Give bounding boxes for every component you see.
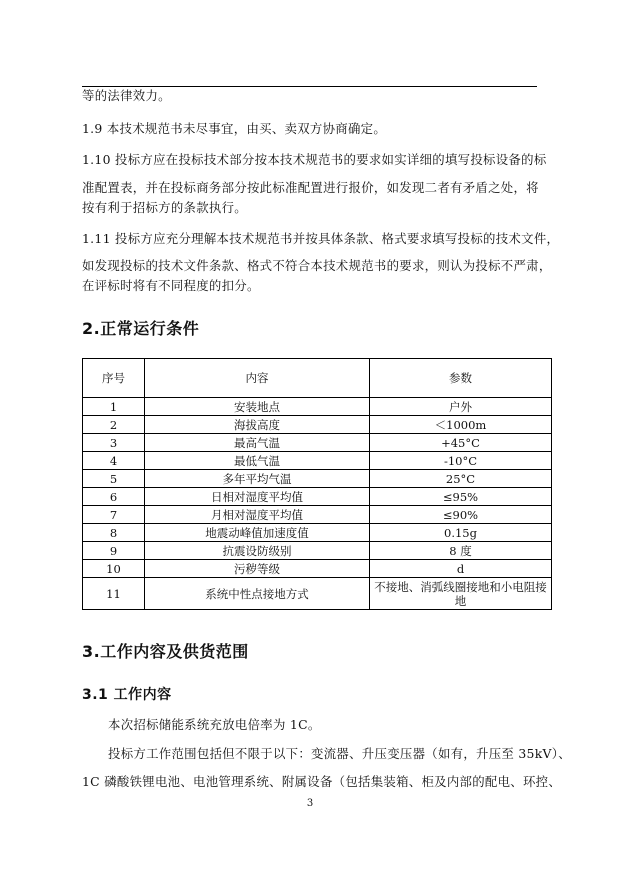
table-cell: 海拔高度 <box>145 416 370 434</box>
table-row <box>83 542 552 560</box>
table-row <box>83 560 552 578</box>
table-cell: 安装地点 <box>145 398 370 416</box>
table-cell: ＜1000m <box>370 416 552 434</box>
clause-1-11-line: 如发现投标的技术文件条款、格式不符合本技术规范书的要求，则认为投标不严肃， <box>82 258 552 273</box>
table-cell: 3 <box>83 434 145 452</box>
clause-1-10-line: 1.10 投标方应在投标技术部分按本技术规范书的要求如实详细的填写投标设备的标 <box>82 152 547 167</box>
table-cell: 污秽等级 <box>145 560 370 578</box>
scope-line: 投标方工作范围包括但不限于以下：变流器、升压变压器（如有，升压至 35kV）、 <box>108 746 571 761</box>
table-cell: 9 <box>83 542 145 560</box>
table-row <box>83 452 552 470</box>
table-cell: +45°C <box>370 434 552 452</box>
table-header-cell: 内容 <box>145 359 370 398</box>
table-row <box>83 488 552 506</box>
table-cell: 8 <box>83 524 145 542</box>
table-cell: 8 度 <box>370 542 552 560</box>
table-cell: 25°C <box>370 470 552 488</box>
table-cell: 多年平均气温 <box>145 470 370 488</box>
table-row <box>83 470 552 488</box>
table-cell: 不接地、消弧线圈接地和小电阻接地 <box>370 578 552 610</box>
table-row <box>83 398 552 416</box>
section-3-1-paragraph: 本次招标储能系统充放电倍率为 1C。 <box>108 717 321 732</box>
clause-1-10-line: 准配置表，并在投标商务部分按此标准配置进行报价，如发现二者有矛盾之处，将 <box>82 180 539 195</box>
table-cell: 5 <box>83 470 145 488</box>
clause-1-9: 1.9 本技术规范书未尽事宜，由买、卖双方协商确定。 <box>82 121 387 136</box>
table-cell: ≤90% <box>370 506 552 524</box>
table-row <box>83 434 552 452</box>
table-row <box>83 506 552 524</box>
table-cell: 2 <box>83 416 145 434</box>
scope-line: 1C 磷酸铁锂电池、电池管理系统、附属设备（包括集装箱、柜及内部的配电、环控、 <box>82 774 562 789</box>
table-cell: 最高气温 <box>145 434 370 452</box>
table-cell: 6 <box>83 488 145 506</box>
table-cell: 11 <box>83 578 145 610</box>
section-3-heading: 3.工作内容及供货范围 <box>82 642 249 661</box>
table-cell: 系统中性点接地方式 <box>145 578 370 610</box>
clause-1-10-line: 按有利于招标方的条款执行。 <box>82 200 247 215</box>
table-cell: 0.15g <box>370 524 552 542</box>
table-cell: -10°C <box>370 452 552 470</box>
table-header-cell: 序号 <box>83 359 145 398</box>
section-3-1-heading: 3.1 工作内容 <box>82 687 172 703</box>
paragraph-continuation: 等的法律效力。 <box>82 88 171 103</box>
table-cell: 10 <box>83 560 145 578</box>
table-cell: 抗震设防级别 <box>145 542 370 560</box>
table-cell: 地震动峰值加速度值 <box>145 524 370 542</box>
table-cell: ≤95% <box>370 488 552 506</box>
table-header-row <box>83 359 552 398</box>
table-row <box>83 524 552 542</box>
table-cell: 户外 <box>370 398 552 416</box>
operating-conditions-table <box>82 358 552 610</box>
clause-1-11-line: 在评标时将有不同程度的扣分。 <box>82 278 260 293</box>
table-row <box>83 416 552 434</box>
page-number: 3 <box>306 798 314 809</box>
clause-1-11-line: 1.11 投标方应充分理解本技术规范书并按具体条款、格式要求填写投标的技术文件， <box>82 231 560 246</box>
table-cell: 4 <box>83 452 145 470</box>
section-2-heading: 2.正常运行条件 <box>82 319 200 338</box>
table-cell: 7 <box>83 506 145 524</box>
table-row <box>83 578 552 610</box>
table-cell: 1 <box>83 398 145 416</box>
table-cell: d <box>370 560 552 578</box>
table-cell: 最低气温 <box>145 452 370 470</box>
table-cell: 日相对湿度平均值 <box>145 488 370 506</box>
table-cell: 月相对湿度平均值 <box>145 506 370 524</box>
table-header-cell: 参数 <box>370 359 552 398</box>
